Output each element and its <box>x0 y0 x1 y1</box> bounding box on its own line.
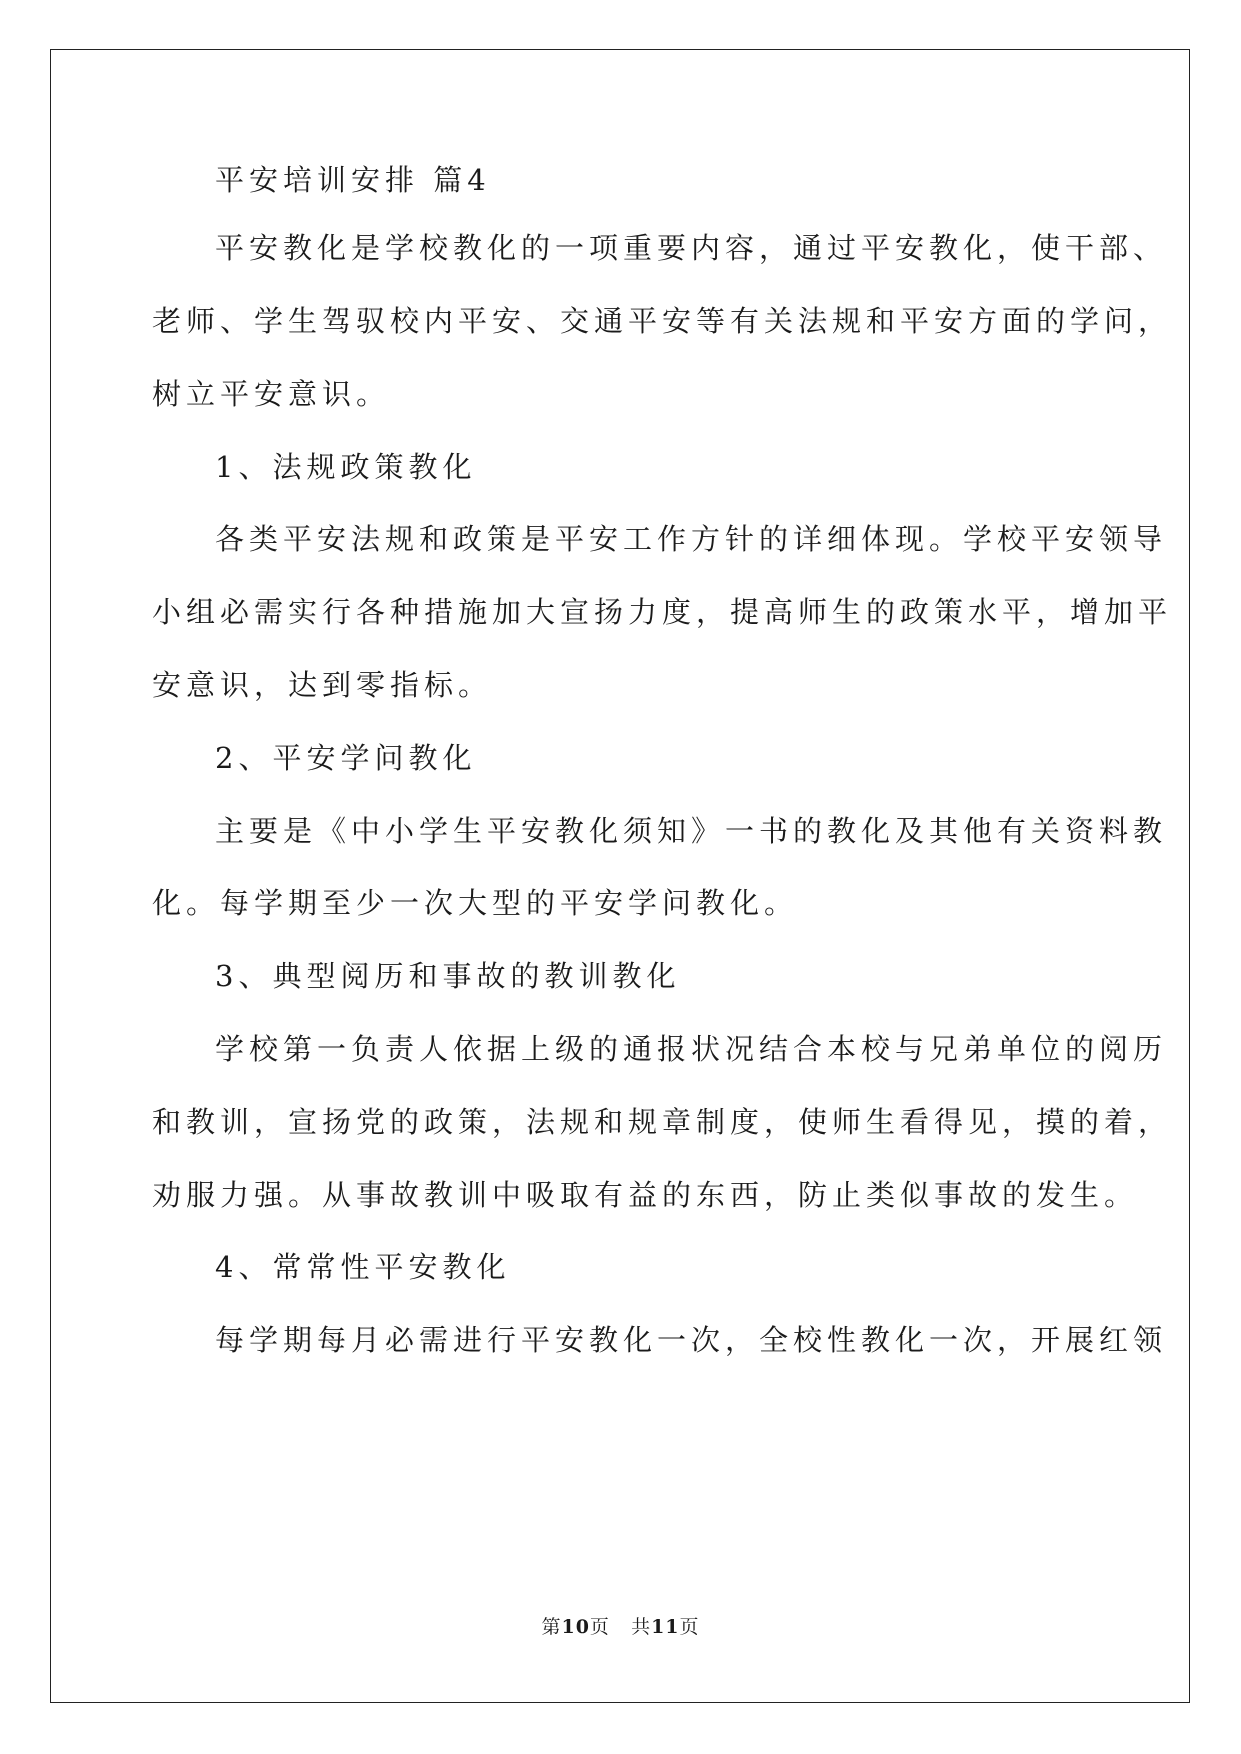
paragraph-line: 劝服力强。从事故教训中吸取有益的东西，防止类似事故的发生。 <box>152 1178 1139 1212</box>
paragraph-line: 树立平安意识。 <box>152 377 391 411</box>
paragraph-line: 安意识，达到零指标。 <box>152 668 493 702</box>
paragraph-line: 老师、学生驾驭校内平安、交通平安等有关法规和平安方面的学问， <box>152 304 1173 338</box>
subsection-heading: 1、法规政策教化 <box>215 450 477 484</box>
paragraph-line: 和教训，宣扬党的政策，法规和规章制度，使师生看得见，摸的着， <box>152 1105 1173 1139</box>
page-border <box>50 49 1190 1703</box>
paragraph-line: 学校第一负责人依据上级的通报状况结合本校与兄弟单位的阅历 <box>215 1032 1168 1066</box>
current-page-number: 10 <box>561 1616 590 1638</box>
paragraph-line: 平安教化是学校教化的一项重要内容，通过平安教化，使干部、 <box>215 231 1168 265</box>
subsection-heading: 4、常常性平安教化 <box>215 1250 511 1284</box>
footer-total-prefix: 共 <box>631 1616 652 1638</box>
subsection-heading: 2、平安学问教化 <box>215 741 477 775</box>
page-footer <box>0 1612 1241 1639</box>
footer-total-suffix: 页 <box>679 1616 700 1638</box>
total-page-number: 11 <box>651 1616 680 1638</box>
footer-page-suffix: 页 <box>589 1616 610 1638</box>
paragraph-line: 每学期每月必需进行平安教化一次，全校性教化一次，开展红领 <box>215 1323 1168 1357</box>
section-heading: 平安培训安排 篇4 <box>215 163 491 197</box>
paragraph-line: 小组必需实行各种措施加大宣扬力度，提高师生的政策水平，增加平 <box>152 595 1173 629</box>
subsection-heading: 3、典型阅历和事故的教训教化 <box>215 959 681 993</box>
paragraph-line: 各类平安法规和政策是平安工作方针的详细体现。学校平安领导 <box>215 522 1168 556</box>
paragraph-line: 主要是《中小学生平安教化须知》一书的教化及其他有关资料教 <box>215 814 1168 848</box>
paragraph-line: 化。每学期至少一次大型的平安学问教化。 <box>152 886 799 920</box>
footer-prefix: 第 <box>541 1616 562 1638</box>
